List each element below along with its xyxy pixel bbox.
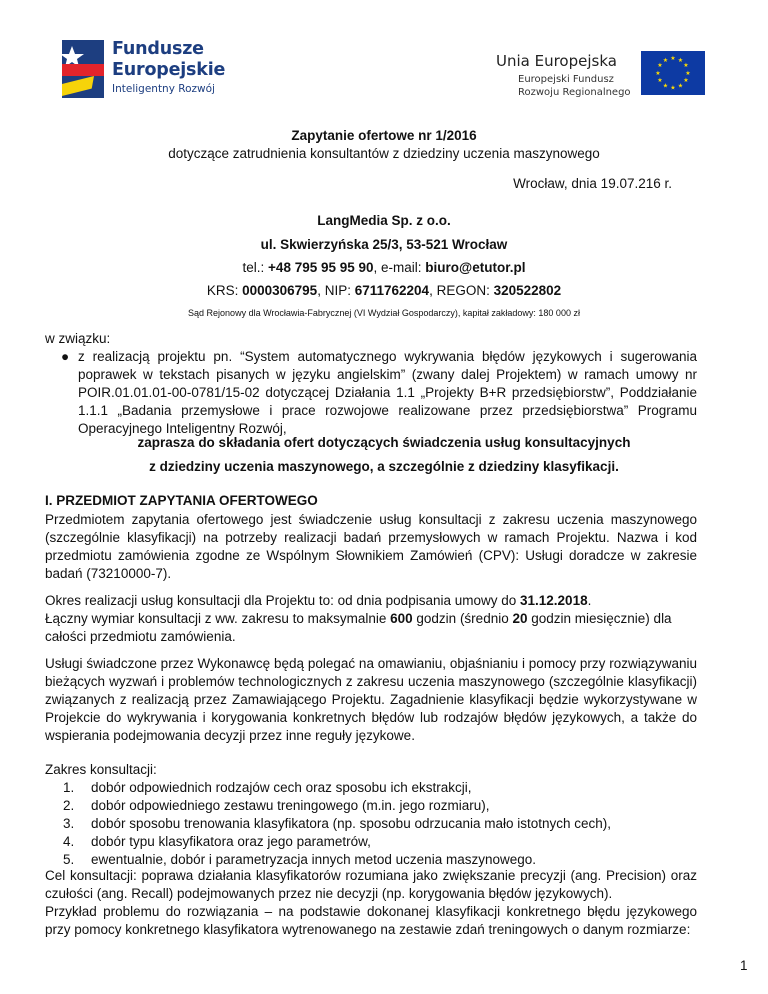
company-registry [0, 283, 768, 298]
period-text-a: Okres realizacji usług konsultacji dla Projektu to: od dnia podpisania umowy do [45, 593, 521, 608]
period-text-e: godzin miesięcznie) dla całości przedmiotu zamówienia. [45, 611, 672, 644]
intro-text: w związku: [45, 331, 111, 346]
paragraph-goal [45, 867, 697, 939]
list-item-number: 1. [63, 780, 75, 795]
list-item-number: 2. [63, 798, 75, 813]
invitation-line-1: zaprasza do składania ofert dotyczących świadczenia usług konsultacyjnych [137, 435, 631, 450]
tel-label: tel.: [242, 260, 269, 275]
company-address: ul. Skwierzyńska 25/3, 53-521 Wrocław [260, 237, 508, 252]
eu-logo-line2: Europejski Fundusz [518, 74, 614, 85]
regon-label: , REGON: [429, 283, 494, 298]
fe-logo-line2: Europejskie [112, 59, 226, 80]
email-label: , e-mail: [373, 260, 426, 275]
fe-star-emblem-icon [60, 36, 108, 102]
eu-logo-line3: Rozwoju Regionalnego [518, 87, 631, 98]
example-text: Przykład problemu do rozwiązania – na podstawie dokonanej klasyfikacji konkretnego błędu językowego przy pomocy konkretnego klasyfikatora wytrenowanego na zestawie zdań treningowych o danym rozmiarze: [45, 904, 697, 937]
nip-value: 6711762204 [354, 283, 430, 298]
svg-text:★: ★ [662, 82, 669, 90]
section-1-heading: I. PRZEDMIOT ZAPYTANIA OFERTOWEGO [45, 493, 318, 508]
invitation-line-2: z dziedziny uczenia maszynowego, a szczególnie z dziedziny klasyfikacji. [149, 459, 619, 474]
eu-logo-line1: Unia Europejska [496, 52, 617, 70]
court-info: Sąd Rejonowy dla Wrocławia-Fabrycznej (VI Wydział Gospodarczy), kapitał zakładowy: 180 000 zł [188, 308, 580, 318]
period-text-c: Łączny wymiar konsultacji z ww. zakresu to maksymalnie [45, 611, 391, 626]
company-name: LangMedia Sp. z o.o. [317, 213, 451, 228]
list-item [45, 815, 697, 833]
nip-label: , NIP: [317, 283, 355, 298]
document-subtitle: dotyczące zatrudnienia konsultantów z dziedziny uczenia maszynowego [168, 146, 600, 161]
svg-text:★: ★ [655, 70, 661, 77]
period-text-d: godzin (średnio [412, 611, 513, 626]
list-item [45, 779, 697, 797]
svg-text:★: ★ [670, 84, 676, 92]
scope-heading: Zakres konsultacji: [45, 762, 157, 777]
svg-text:★: ★ [677, 57, 684, 64]
list-item-number: 3. [63, 816, 75, 831]
company-contact [0, 260, 768, 275]
unia-europejska-logo [488, 52, 718, 102]
list-item-text: dobór typu klasyfikatora oraz jego parametrów, [91, 834, 371, 849]
list-item [45, 797, 697, 815]
page-number: 1 [740, 958, 748, 973]
fe-logo-line3: Inteligentny Rozwój [112, 83, 215, 95]
svg-text:★: ★ [657, 77, 663, 84]
scope-list [45, 779, 697, 869]
list-item-text: dobór odpowiednich rodzajów cech oraz sposobu ich ekstrakcji, [91, 780, 472, 795]
list-item-number: 4. [63, 834, 75, 849]
paragraph-subject: Przedmiotem zapytania ofertowego jest świadczenie usług konsultacji z zakresu uczenia maszynowego (szczególnie klasyfikacji) na potrzeby realizacji badań przemysłowych w ramach Projektu. Nazwa i kod przedmiotu zamówienia zgodne ze Wspólnym Słownikiem Zamówień (CPV): Usługi doradcze w zakresie badań (73210000-7). [45, 512, 697, 581]
tel-value: +48 795 95 95 90 [268, 260, 374, 275]
list-item [45, 833, 697, 851]
svg-text:★: ★ [657, 62, 663, 69]
svg-text:★: ★ [683, 62, 689, 69]
fundusze-europejskie-logo [60, 36, 230, 102]
list-item-text: ewentualnie, dobór i parametryzacja innych metod uczenia maszynowego. [91, 852, 536, 867]
goal-text: Cel konsultacji: poprawa działania klasyfikatorów rozumiana jako zwiększanie precyzji (ang. Precision) oraz czułości (ang. Recall) podejmowanych przez nie decyzji (np. korygowania błędów językowych). [45, 868, 697, 901]
krs-label: KRS: [206, 283, 243, 298]
project-bullet-text: z realizacją projektu pn. “System automatycznego wykrywania błędów językowych i sugerowania poprawek w tekstach pisanych w języku angielskim” (zwany dalej Projektem) w ramach umowy nr POIR.01.01.01-00-0781/15-02 dotyczącej Działania 1.1 „Projekty B+R przedsiębiorstw”, Poddziałanie 1.1.1 „Badania przemysłowe i prace rozwojowe realizowane przez przedsiębiorstwa” Programu Operacyjnego Inteligentny Rozwój, [78, 349, 697, 436]
regon-value: 320522802 [493, 283, 562, 298]
list-item-number: 5. [63, 852, 75, 867]
period-end-date: 31.12.2018 [520, 593, 588, 608]
eu-flag-icon [641, 51, 705, 95]
krs-value: 0000306795 [242, 283, 318, 298]
list-item-text: dobór odpowiedniego zestawu treningowego (m.in. jego rozmiaru), [91, 798, 490, 813]
email-value: biuro@etutor.pl [425, 260, 526, 275]
fe-logo-line1: Fundusze [112, 39, 204, 59]
paragraph-services: Usługi świadczone przez Wykonawcę będą polegać na omawianiu, objaśnianiu i pomocy przy rozwiązywaniu bieżących wyzwań i problemów technologicznych z zakresu uczenia maszynowego (szczególnie klasyfikacji) związanych z realizacją przez Zamawiającego Projektu. Zagadnienie klasyfikacji będzie wykorzystywane w Projekcie do wykrywania i korygowania konkretnych błędów lub rodzajów błędów językowych, a także do wspierania podejmowania decyzji przez inne reguły językowe. [45, 656, 697, 743]
max-hours: 600 [390, 611, 413, 626]
svg-text:★: ★ [662, 57, 669, 64]
project-bullet [45, 348, 697, 438]
paragraph-period [45, 592, 697, 646]
period-text-b: . [587, 593, 592, 608]
svg-text:★: ★ [683, 77, 689, 84]
bullet-icon: ● [61, 349, 70, 364]
document-title: Zapytanie ofertowe nr 1/2016 [291, 128, 477, 143]
svg-text:★: ★ [685, 70, 691, 77]
svg-text:★: ★ [670, 55, 676, 62]
monthly-hours: 20 [512, 611, 528, 626]
date-line: Wrocław, dnia 19.07.216 r. [513, 176, 672, 191]
list-item-text: dobór sposobu trenowania klasyfikatora (np. sposobu odrzucania mało istotnych cech), [91, 816, 612, 831]
svg-text:★: ★ [677, 82, 684, 90]
